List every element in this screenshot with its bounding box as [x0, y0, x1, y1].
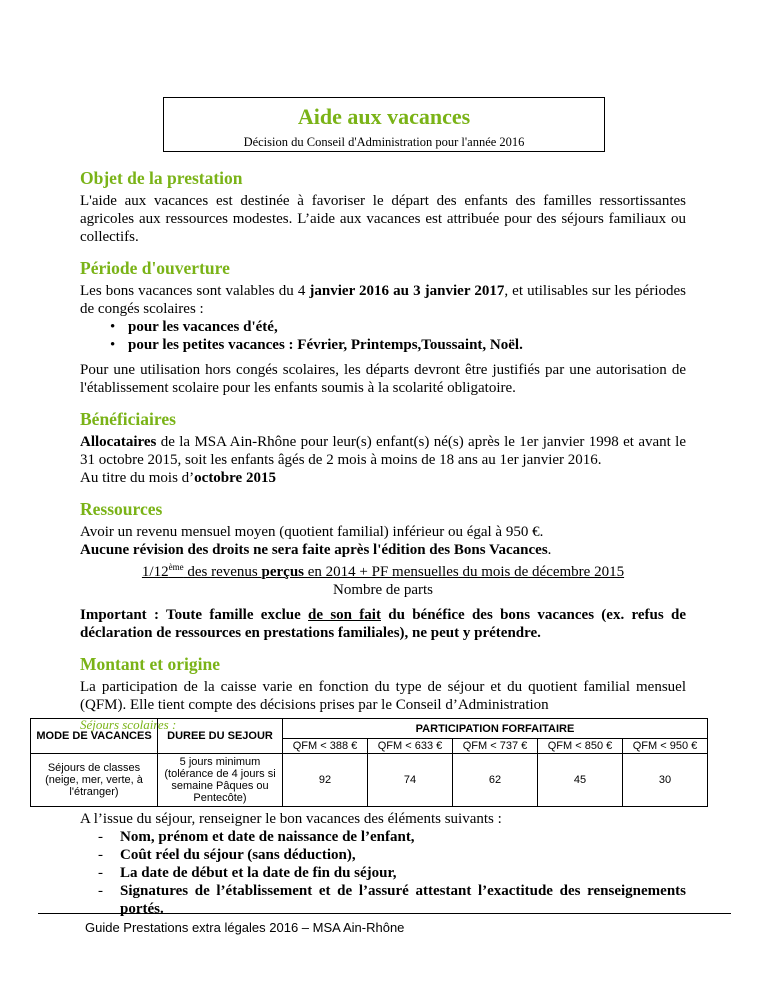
superscript: ème [168, 562, 184, 572]
paragraph: L'aide aux vacances est destinée à favoriser le départ des enfants des familles ressortissantes agricoles aux ressources modestes. L’aide aux vacances est attribuée pour des séjours familiaux ou collectifs. [80, 193, 686, 245]
participation-table [30, 718, 708, 807]
cell-duree: 5 jours minimum (tolérance de 4 jours si semaine Pâques ou Pentecôte) [158, 754, 283, 807]
page-title: Aide aux vacances [297, 104, 471, 129]
header-qfm: QFM < 737 € [453, 739, 538, 754]
header-duree: DUREE DU SEJOUR [158, 719, 283, 754]
subheading: Séjours scolaires : [80, 717, 177, 732]
text-bold: perçus [261, 564, 304, 580]
text-run: 1/12 [141, 564, 169, 580]
cell-value: 45 [538, 754, 623, 807]
title-box [163, 97, 605, 152]
list-item: - Signatures de l’établissement et de l’assuré attestant l’exactitude des renseignements portés. [120, 882, 686, 918]
formula-numerator [80, 563, 686, 581]
header-qfm: QFM < 388 € [283, 739, 368, 754]
cell-value: 62 [453, 754, 538, 807]
text-bold: Allocataires [80, 434, 157, 450]
header-mode: MODE DE VACANCES [31, 719, 158, 754]
cell-value: 30 [623, 754, 708, 807]
section-periode [80, 258, 686, 397]
paragraph: Avoir un revenu mensuel moyen (quotient familial) inférieur ou égal à 950 €. [80, 524, 544, 540]
cell-value: 74 [368, 754, 453, 807]
text-underlined: de son fait [308, 607, 381, 623]
section-heading: Montant et origine [80, 654, 220, 674]
main-content [80, 168, 686, 746]
text-bold: Aucune révision des droits ne sera faite après l'édition des Bons Vacances [80, 542, 548, 558]
text-run: Important : Toute famille exclue [80, 607, 309, 623]
text-run: du bénéfice des bons vacances (ex. refus de déclaration de ressources en prestations familiales), ne peut y prétendre. [80, 607, 686, 641]
dash-list [80, 828, 686, 918]
section-heading: Période d'ouverture [80, 258, 230, 278]
page-subtitle: Décision du Conseil d'Administration pour l'année 2016 [243, 135, 525, 149]
list-item: - Nom, prénom et date de naissance de l’enfant, [120, 828, 686, 846]
list-item: • pour les petites vacances : Février, Printemps,Toussaint, Noël. [128, 336, 686, 354]
cell-mode: Séjours de classes (neige, mer, verte, à l'étranger) [31, 754, 158, 807]
section-heading: Bénéficiaires [80, 409, 176, 429]
text-run: , et utilisables sur les périodes de congés scolaires : [80, 283, 686, 317]
section-heading: Ressources [80, 499, 163, 519]
text-run: des revenus [183, 564, 262, 580]
footer-divider [38, 913, 731, 914]
section-objet [80, 168, 686, 246]
paragraph [80, 541, 686, 559]
formula-underlined [142, 564, 624, 580]
table-row [31, 754, 708, 807]
cell-value: 92 [283, 754, 368, 807]
text-run: . [547, 542, 552, 558]
paragraph: A l’issue du séjour, renseigner le bon vacances des éléments suivants : [80, 811, 502, 827]
section-heading: Objet de la prestation [80, 168, 243, 188]
paragraph [80, 469, 686, 487]
paragraph: La participation de la caisse varie en fonction du type de séjour et du quotient familial mensuel (QFM). Elle tient compte des décisions prises par le Conseil d’Administration [80, 679, 686, 713]
list-item: • pour les vacances d'été, [128, 318, 686, 336]
header-qfm: QFM < 850 € [538, 739, 623, 754]
text-run: Les bons vacances sont valables du 4 [80, 283, 310, 299]
paragraph [80, 282, 686, 318]
issue-section [80, 810, 686, 918]
paragraph: Pour une utilisation hors congés scolaires, les départs devront être justifiés par une autorisation de l'établissement scolaire pour les enfants soumis à la scolarité obligatoire. [80, 362, 686, 396]
bullet-list [80, 318, 686, 354]
header-qfm: QFM < 633 € [368, 739, 453, 754]
important-note [80, 606, 686, 642]
list-item: - Coût réel du séjour (sans déduction), [120, 846, 686, 864]
list-item: - La date de début et la date de fin du séjour, [120, 864, 686, 882]
section-ressources [80, 499, 686, 642]
paragraph [80, 433, 686, 469]
text-run: en 2014 + PF mensuelles du mois de décembre 2015 [304, 564, 625, 580]
header-participation: PARTICIPATION FORFAITAIRE [283, 719, 708, 739]
text-run: Au titre du mois d’ [80, 470, 195, 486]
text-bold: janvier 2016 au 3 janvier 2017 [309, 283, 505, 299]
formula-denominator: Nombre de parts [333, 582, 433, 598]
text-run: de la MSA Ain-Rhône pour leur(s) enfant(s) né(s) après le 1er janvier 1998 et avant le 31 octobre 2015, soit les enfants âgés de 2 mois à moins de 18 ans au 1er janvier 2016. [80, 434, 686, 468]
section-beneficiaires [80, 409, 686, 487]
page-footer: Guide Prestations extra légales 2016 – MSA Ain-Rhône [85, 920, 405, 935]
text-bold [80, 607, 686, 641]
header-qfm: QFM < 950 € [623, 739, 708, 754]
text-bold: octobre 2015 [194, 470, 276, 486]
